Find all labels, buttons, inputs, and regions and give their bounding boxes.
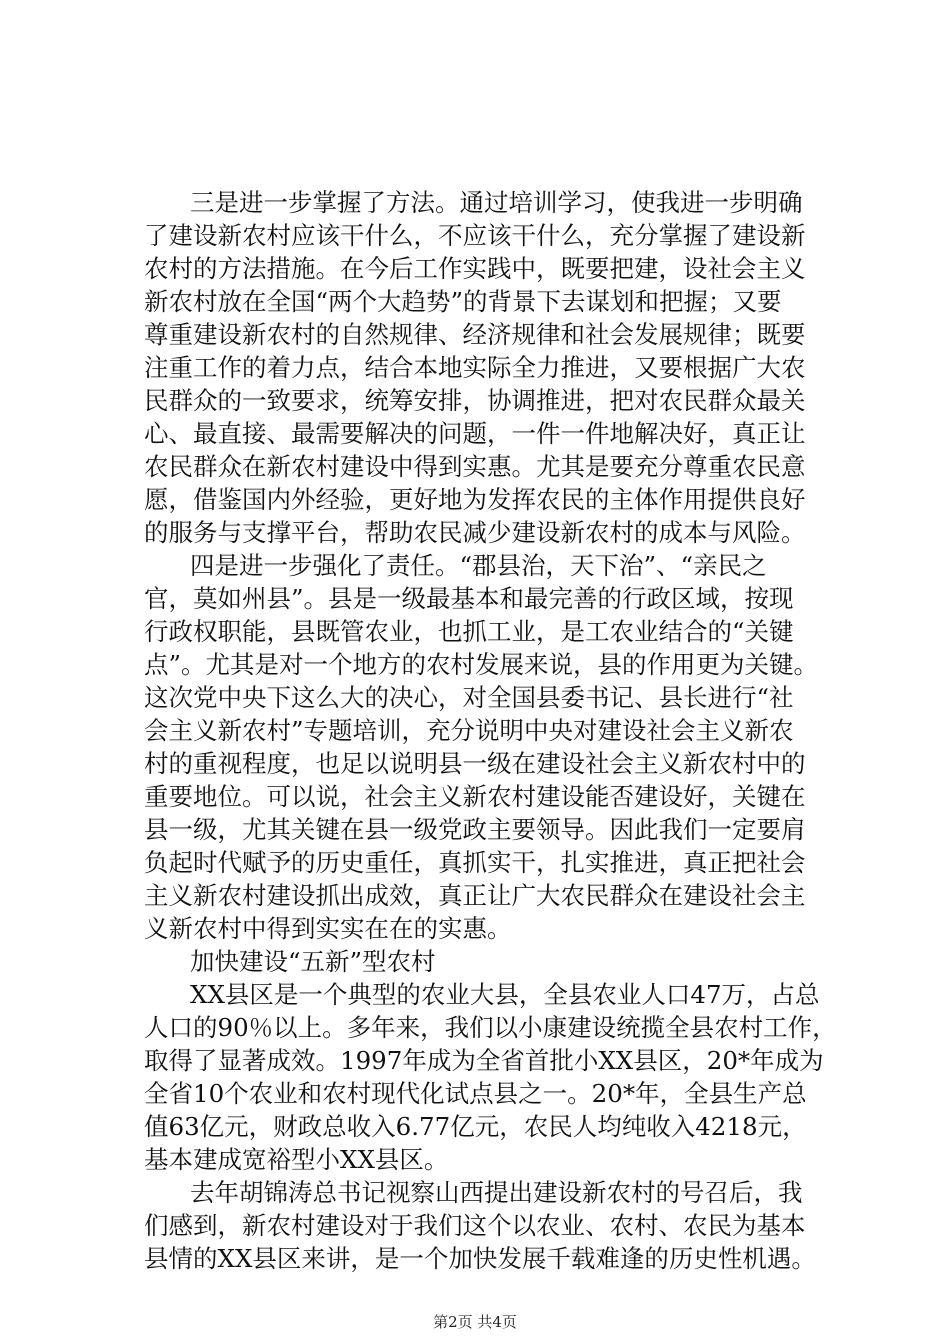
text-line: 去年胡锦涛总书记视察山西提出建设新农村的号召后，我 <box>190 1178 803 1207</box>
text-line: 值63亿元，财政总收入6.77亿元，农民人均纯收入4218元， <box>144 1112 807 1141</box>
text-line: 新农村放在全国“两个大趋势”的背景下去谋划和把握；又要 <box>144 287 782 316</box>
text-line: 们感到，新农村建设对于我们这个以农业、农村、农民为基本 <box>144 1211 806 1240</box>
text-line: 点”。尤其是对一个地方的农村发展来说，县的作用更为关键。 <box>144 650 819 679</box>
text-line: 重要地位。可以说，社会主义新农村建设能否建设好，关键在 <box>144 782 806 811</box>
text-line: 民群众的一致要求，统筹安排，协调推进，把对农民群众最关 <box>144 386 806 415</box>
text-line: 基本建成宽裕型小XX县区。 <box>144 1145 449 1174</box>
text-line: 注重工作的着力点，结合本地实际全力推进，又要根据广大农 <box>144 353 806 382</box>
text-line: 尊重建设新农村的自然规律、经济规律和社会发展规律；既要 <box>144 320 806 349</box>
section-heading: 加快建设“五新”型农村 <box>190 947 436 976</box>
text-line: 农村的方法措施。在今后工作实践中，既要把建，设社会主义 <box>144 254 806 283</box>
text-line: 官，莫如州县”。县是一级最基本和最完善的行政区域，按现 <box>144 584 794 613</box>
text-line: 心、最直接、最需要解决的问题，一件一件地解决好，真正让 <box>144 419 806 448</box>
text-line: 农民群众在新农村建设中得到实惠。尤其是要充分尊重农民意 <box>144 452 806 481</box>
text-line: 全省10个农业和农村现代化试点县之一。20*年，全县生产总 <box>144 1079 807 1108</box>
text-line: 行政权职能，县既管农业，也抓工业，是工农业结合的“关键 <box>144 617 794 646</box>
text-line: 愿，借鉴国内外经验，更好地为发挥农民的主体作用提供良好 <box>144 485 806 514</box>
text-line: 的服务与支撑平台，帮助农民减少建设新农村的成本与风险。 <box>144 518 806 547</box>
text-line: 县情的XX县区来讲，是一个加快发展千载难逢的历史性机遇。 <box>144 1244 816 1273</box>
text-line: 负起时代赋予的历史重任，真抓实干，扎实推进，真正把社会 <box>144 848 806 877</box>
text-line: 会主义新农村”专题培训，充分说明中央对建设社会主义新农 <box>144 716 794 745</box>
text-line: 县一级，尤其关键在县一级党政主要领导。因此我们一定要肩 <box>144 815 806 844</box>
text-line: 三是进一步掌握了方法。通过培训学习，使我进一步明确 <box>190 188 803 217</box>
page-number-footer: 第2页 共4页 <box>433 1313 517 1331</box>
text-line: XX县区是一个典型的农业大县，全县农业人口47万，占总 <box>190 980 820 1009</box>
text-line: 四是进一步强化了责任。“郡县治，天下治”、“亲民之 <box>190 551 767 580</box>
text-line: 村的重视程度，也足以说明县一级在建设社会主义新农村中的 <box>144 749 806 778</box>
text-line: 这次党中央下这么大的决心，对全国县委书记、县长进行“社 <box>144 683 794 712</box>
text-line: 了建设新农村应该干什么，不应该干什么，充分掌握了建设新 <box>144 221 806 250</box>
text-line: 人口的90％以上。多年来，我们以小康建设统揽全县农村工作， <box>144 1013 837 1042</box>
text-line: 取得了显著成效。1997年成为全省首批小XX县区，20*年成为 <box>144 1046 824 1075</box>
text-line: 主义新农村建设抓出成效，真正让广大农民群众在建设社会主 <box>144 881 806 910</box>
text-line: 义新农村中得到实实在在的实惠。 <box>144 914 512 943</box>
